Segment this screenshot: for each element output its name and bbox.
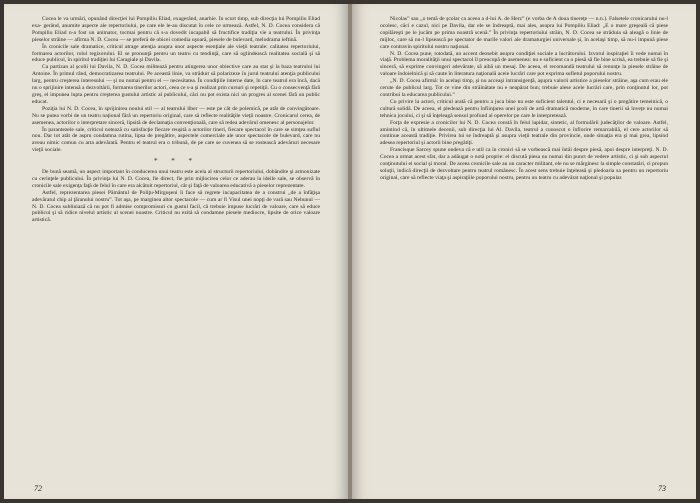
left-paragraph: În cronicile sale dramatice, criticul atrage atenţia asupra unor aspecte esenţiale ale vieţii teatrale: calitatea repertoriului, formarea actorilor, rolul regizorului. El se pronunţă pentru un teatru cu tendinţă, care să oglindească realitatea socială şi să educe publicul, în spiritul tradiţiei lui Caragiale şi Davila.	[32, 43, 320, 64]
left-page-body	[32, 16, 320, 478]
right-paragraph: Cu privire la actori, criticul arată că pentru a juca bine nu este suficient talentul, ci e necesară şi o pregătire temeinică, o cultură solidă. De aceea, el pledează pentru înfiinţarea unei şcoli de artă dramatică moderne, în care tinerii să înveţe nu numai tehnica jocului, ci şi să înţeleagă sensul profund al operelor pe care le interpretează.	[380, 98, 668, 119]
left-paragraph: Cocea le va urmări, opunând direcţiei lui Pompiliu Eliad, exagerând, anarhie. În scurt timp, sub direcţia lui Pompiliu Eliad exa- gerând, anumite aspecte ale repertoriului, pe care ele le-au discutat în cele ce urmează. Astfel, N. D. Cocea considera că Pompiliu Eliad n-a fost un animator, tocmai pentru că s-a dovedit incapabil să fructifice tradiţia vie a teatrului. În privinţa pieselor străine — afirma N. D. Cocea — se preferă de obicei comedia uşoară, piesele de bulevard, melodrama ieftină.	[32, 16, 320, 43]
left-page	[4, 4, 348, 499]
left-paragraph: Poziţia lui N. D. Cocea, în sprijinirea noului stil — al teatrului liber — este pe cât de polemică, pe atât de convingătoare. Nu se putea vorbi de un teatru naţional fără un repertoriu original, care să reflecte realităţile vieţii noastre. Cronicarul cerea, de asemenea, actorilor o interpretare sinceră, lipsită de declamaţia convenţională, care să redea adevărul omenesc al personajelor.	[32, 105, 320, 126]
right-paragraph: „N. D. Cocea afirmă: în acelaşi timp, şi nu acceaşi intransigenţă, aşupra valorii artistice a pieselor străine, aşa cum erau ele cerute de publicul larg. Tot ce vine din străinătate nu e neapărat bun; trebuie alese acele lucrări care, prin conţinutul lor, pot contribui la educarea publicului.”	[380, 78, 668, 98]
right-page-body	[380, 16, 668, 478]
right-paragraph: Francisque Sarcey spune undeva că e util ca în cronici să se vorbească mai întâi despre piesă, apoi despre interpreţi. N. D. Cocea a urmat acest sfat, dar a adăugat o notă proprie: el discută piesa nu numai din punct de vedere artistic, ci şi sub aspectul conţinutului ei social şi moral. De aceea cronicile sale au un caracter militant, ele nu se mărginesc la simple constatări, ci propun soluţii, indică direcţii de dezvoltare pentru teatrul românesc. În acest sens trebuie înţeleasă şi pledoaria sa pentru un repertoriu original, care să reflecte viaţa şi aspiraţiile poporului nostru, pentru un teatru cu adevărat naţional şi popular.	[380, 147, 668, 181]
left-paragraph: În parantezele sale, criticul notează cu satisfacţie fiecare reuşită a actorilor tineri, fiecare spectacol în care se simţea suflul nou. Dar tot atât de aspru condamna rutina, lipsa de pregătire, aspectele comerciale ale unor spectacole de bulevard, care nu aveau nimic comun cu arta adevărată. Pentru el teatrul era o tribună, de pe care se cuvenea să se rostească adevăruri necesare vieţii sociale.	[32, 126, 320, 154]
right-page	[352, 4, 696, 499]
right-paragraph: N. D. Cocea pune, totodată, un accent deosebit asupra condiţiei sociale a lucrătorului. Izvorul inspiraţiei îi vede numai în viaţă. Problema moralităţii unui spectacol îl preocupă de asemenea: nu e suficient ca o piesă să fie bine scrisă, ea trebuie să fie şi sinceră, să exprime convingeri adevărate, să aibă un mesaj. De aceea, el recomandă teatrului să renunţe la piesele străine de valoare îndoielnică şi să caute în literatura naţională acele lucrări care pot exprima sufletul poporului nostru.	[380, 50, 668, 78]
left-paragraph: Astfel, reprezentarea piesei Pământul de Poliţu-Mirguşeni îi face să regrete incapacitatea de a construi „de a înfăţişa adevăratul chip al ţăranului nostru”. Tot aşa, pe marginea altor spectacole — cum ar fi Visul unei nopţi de vară sau Nebunul — N. D. Cocea subliniază că nu pot fi admise compromisuri cu gustul facil, că trebuie impuse lucrări de valoare, care să educe publicul şi să ridice nivelul artistic al scenei noastre. Criticul nu ezită să condamne piesele mediocre, lipsite de orice valoare artistică.	[32, 189, 320, 224]
book-spread	[4, 4, 696, 499]
section-separator: * * *	[154, 157, 198, 166]
left-page-number: 72	[34, 484, 42, 494]
left-paragraph: De bună seamă, un aspect important în conducerea unui teatru este acela al structurii repertoriului, dobândite şi armonizate cu cerinţele publicului. În privinţa lui N. D. Cocea, fie direct, fie prin mijlocirea celor ce aderau la ideile sale, se observă în cronicile sale exigenţa faţă de felul în care era alcătuit repertoriul, cât şi faţă de valoarea educativă a pieselor reprezentate.	[32, 169, 320, 189]
right-paragraph: Nicolas” sau „o temă de şcolar ca aceea a d-lui A. de Herz” (e vorba de A doua tinereţe — n.n.). Falsetele cronicarului nu-l ocolesc, căci e cazul, nici pe Davila, dar ele se îndreaptă, mai ales, asupra lui Pompiliu Eliad: „E o mare greşeală că piese copilăreşti pe le jucăm pe prima noastră scenă.” În privinţa repertoriului străin, N. D. Cocea se străduia să aleagă o linie de mijloc, care să nu-l lipsească pe spectator de marile valori ale dramaturgiei universale şi, în acelaşi timp, să nu-i impună piese care contravin spiritului nostru naţional.	[380, 16, 668, 50]
right-page-number: 73	[658, 484, 666, 494]
left-paragraph: Ca partizan al şcolii lui Davila, N. D. Cocea militează pentru atingerea unor obiective care au stat şi la baza teatrului lui Antoine. În primul rând, democratizarea teatrului. Pe această linie, va străduit să polarizeze în jurul teatrului atenţia publicului larg, pentru creşterea interesului — şi nu numai pentru el — necesitatea. În condiţiile interne date, în care teatrul era încă, dacă nu o sprijinire intensă a dezvoltării, formarea tinerilor actori, ceea ce s-a şi realizat prin cursuri şi repetiţii. Cu o consecvenţă fără greş, el impunea lupta pentru creşterea gustului artistic al publicului, căci nu pot exista nici un progres al scenei fără un public educat.	[32, 64, 320, 105]
right-paragraph: Forţa de expresie a cronicilor lui N. D. Cocea constă în felul lapidar, sintetic, al formulării judecăţilor de valoare. Astfel, amintind că, în ultimele decenii, sub direcţia lui Al. Davila, teatrul a cunoscut o înflorire remarcabilă, el cere actorilor să continue această tradiţie. Privirea lui se îndreaptă şi asupra vieţii teatrale din provincie, unde situaţia era şi mai grea, lipsind adesea repertoriul şi actorii bine pregătiţi.	[380, 119, 668, 147]
